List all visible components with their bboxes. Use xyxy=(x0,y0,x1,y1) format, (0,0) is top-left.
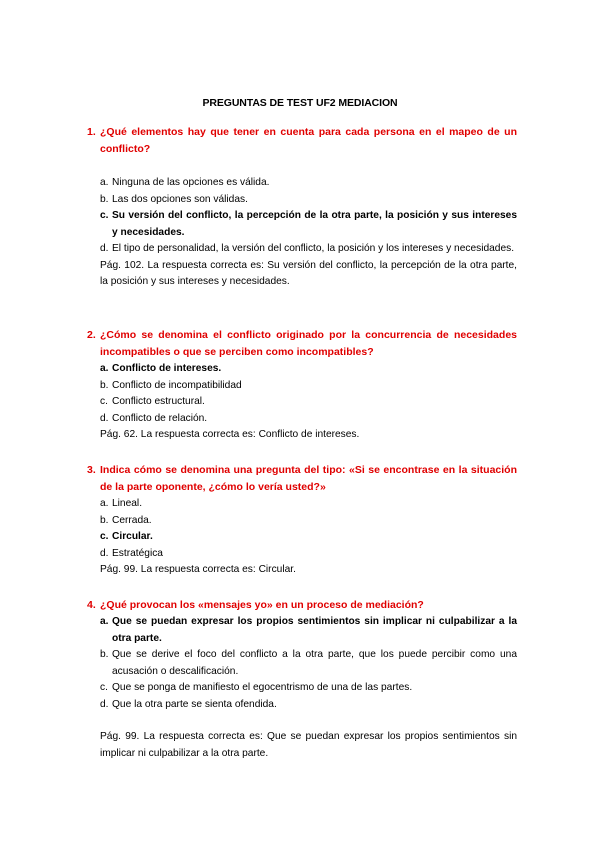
option-letter: b. xyxy=(100,649,109,660)
option-d xyxy=(100,241,517,258)
option-text: El tipo de personalidad, la versión del conflicto, la posición y los intereses y necesidades. xyxy=(112,243,515,254)
option-letter: d. xyxy=(100,412,109,424)
option-text: Su versión del conflicto, la percepción de la otra parte, la posición y sus intereses y necesidades. xyxy=(112,210,517,238)
option-a-correct xyxy=(100,614,517,647)
option-a xyxy=(100,496,517,513)
question-label: Indica cómo se denomina una pregunta del tipo: «Si se encontrase en la situación de la parte oponente, ¿cómo lo vería usted?» xyxy=(100,464,517,493)
option-letter: b. xyxy=(100,514,109,526)
answer-explanation: Pág. 62. La respuesta correcta es: Conflicto de intereses. xyxy=(100,429,360,440)
question-text xyxy=(87,462,517,496)
option-c xyxy=(100,680,517,697)
option-c-correct xyxy=(100,208,517,241)
option-letter: d. xyxy=(100,243,109,254)
option-a-correct xyxy=(100,361,517,378)
question-number: 1. xyxy=(87,126,96,138)
option-text: Conflicto de relación. xyxy=(112,412,208,424)
option-text: Conflicto de incompatibilidad xyxy=(112,379,242,391)
option-b xyxy=(100,647,517,680)
question-number: 2. xyxy=(87,329,96,341)
option-letter: a. xyxy=(100,363,109,374)
option-b xyxy=(100,192,517,209)
option-letter: a. xyxy=(100,616,109,627)
answer-explanation: Pág. 102. La respuesta correcta es: Su versión del conflicto, la percepción de la otra parte, la posición y sus intereses y necesidades. xyxy=(100,259,517,287)
question-1 xyxy=(87,124,517,291)
question-number: 4. xyxy=(87,599,96,611)
option-letter: c. xyxy=(100,682,108,693)
option-letter: d. xyxy=(100,547,109,559)
option-b xyxy=(100,513,517,530)
option-text: Cerrada. xyxy=(112,514,152,526)
answer-explanation: Pág. 99. La respuesta correcta es: Que se puedan expresar los propios sentimientos sin implicar ni culpabilizar a la otra parte. xyxy=(100,731,517,759)
option-b xyxy=(100,378,517,395)
question-label: ¿Cómo se denomina el conflicto originado por la concurrencia de necesidades incompatibles o que se perciben como incompatibles? xyxy=(100,329,517,358)
option-c-correct xyxy=(100,529,517,546)
question-text xyxy=(87,597,517,614)
option-text: Ninguna de las opciones es válida. xyxy=(112,177,270,188)
option-text: Conflicto estructural. xyxy=(112,396,205,407)
question-3 xyxy=(87,462,517,579)
question-number: 3. xyxy=(87,464,96,476)
page-title: PREGUNTAS DE TEST UF2 MEDIACION xyxy=(202,97,398,109)
question-text xyxy=(87,327,517,361)
question-4 xyxy=(87,597,517,762)
option-c xyxy=(100,394,517,411)
option-letter: c. xyxy=(100,531,109,542)
option-letter: d. xyxy=(100,698,109,710)
option-a xyxy=(100,175,517,192)
option-text: Que se puedan expresar los propios sentimientos sin implicar ni culpabilizar a la otra parte. xyxy=(112,616,517,644)
option-d xyxy=(100,697,517,714)
option-text: Que la otra parte se sienta ofendida. xyxy=(112,698,277,710)
option-text: Circular. xyxy=(112,531,153,542)
option-letter: b. xyxy=(100,193,109,205)
option-text: Conflicto de intereses. xyxy=(112,363,222,374)
option-text: Lineal. xyxy=(112,498,143,509)
option-d xyxy=(100,546,517,563)
question-2 xyxy=(87,327,517,444)
option-letter: c. xyxy=(100,396,108,407)
option-text: Estratégica xyxy=(112,547,163,559)
question-text xyxy=(87,124,517,158)
option-letter: a. xyxy=(100,498,109,509)
option-text: Las dos opciones son válidas. xyxy=(112,193,248,205)
option-text: Que se ponga de manifiesto el egocentrismo de una de las partes. xyxy=(112,682,413,693)
option-d xyxy=(100,411,517,428)
option-text: Que se derive el foco del conflicto a la otra parte, que los puede percibir como una acusación o descalificación. xyxy=(112,649,517,677)
option-letter: c. xyxy=(100,210,109,221)
question-label: ¿Qué elementos hay que tener en cuenta para cada persona en el mapeo de un conflicto? xyxy=(100,126,517,155)
answer-explanation: Pág. 99. La respuesta correcta es: Circular. xyxy=(100,564,296,575)
question-label: ¿Qué provocan los «mensajes yo» en un proceso de mediación? xyxy=(100,599,424,611)
option-letter: b. xyxy=(100,379,109,391)
option-letter: a. xyxy=(100,177,109,188)
